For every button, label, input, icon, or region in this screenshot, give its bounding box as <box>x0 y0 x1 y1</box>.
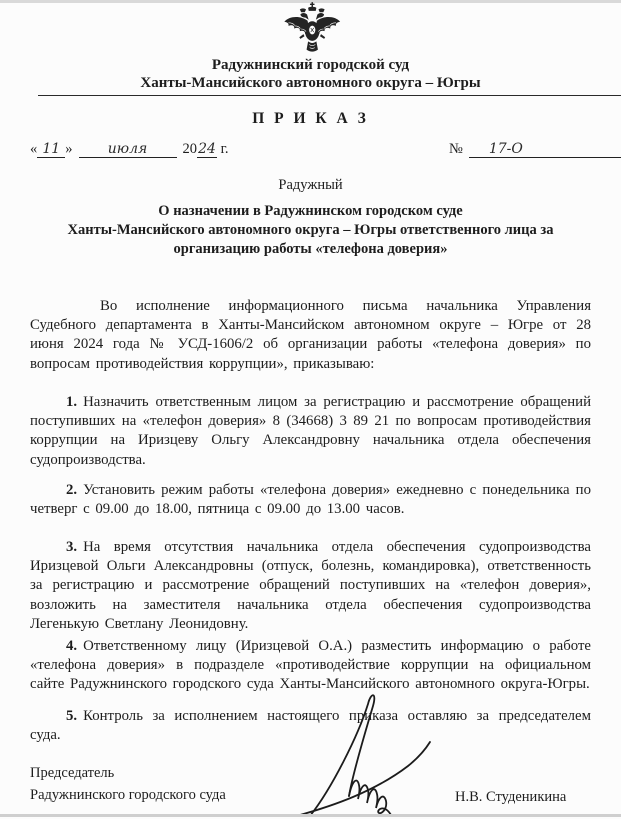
order-title-line3: организацию работы «телефона доверия» <box>173 241 448 257</box>
close-quote: » <box>65 141 73 157</box>
year-prefix: 20 <box>182 141 197 157</box>
item-number: 1. <box>66 394 78 410</box>
signer-position-line2: Радужнинского городского суда <box>30 787 226 803</box>
preamble-paragraph: Во исполнение информационного письма начальника Управления Судебного департамента в Ханты-Мансийском автономном округе – Югре от 28 июня 2024 года № УСД-1606/2 об организации работы «телефона доверия» по вопросам противодействия коррупции», приказываю: <box>30 298 591 372</box>
handwritten-month: июля <box>107 141 148 157</box>
item-text: Контроль за исполнением настоящего приказа оставляю за председателем суда. <box>30 708 591 744</box>
date-and-number-row <box>30 141 609 158</box>
year-suffix: г. <box>220 141 229 157</box>
court-name-line2: Ханты-Мансийского автономного округа – Югры <box>140 75 481 91</box>
coat-of-arms-icon <box>281 2 343 61</box>
signer-name: Н.В. Студеникина <box>455 789 567 805</box>
order-item-1 <box>30 393 591 470</box>
signer-position <box>30 762 226 806</box>
item-number: 4. <box>66 638 78 654</box>
date-field <box>30 141 229 158</box>
item-text: На время отсутствия начальника отдела обеспечения судопроизводства Иризцевой Ольги Александровны (отпуск, болезнь, командировка), ответственность за регистрацию и рассмотрение обращений поступивших на «телефон доверия», возложить на заместителя начальника отдела обеспечения судопроизводства Легенькую Светлану Леонидовну. <box>30 539 591 632</box>
court-name-line1: Радужнинский городской суд <box>211 57 410 73</box>
open-quote: « <box>30 141 38 157</box>
item-text: Установить режим работы «телефона доверия» ежедневно с понедельника по четверг с 09.00 до 18.00, пятница с 09.00 до 13.00 часов. <box>30 482 591 518</box>
order-title <box>0 202 621 259</box>
scan-edge-bottom <box>0 814 621 817</box>
handwritten-signature-icon <box>288 688 436 819</box>
handwritten-year: 24 <box>198 141 216 157</box>
order-number-field <box>449 141 609 158</box>
item-number: 3. <box>66 539 78 555</box>
order-title-line2: Ханты-Мансийского автономного округа – Югры ответственного лица за <box>67 222 554 238</box>
item-number: 2. <box>66 482 78 498</box>
handwritten-day: 11 <box>42 141 61 157</box>
order-item-2 <box>30 481 591 519</box>
header-divider <box>38 95 621 96</box>
order-item-4 <box>30 637 591 695</box>
handwritten-order-number: 17-О <box>488 141 523 157</box>
place-name: Радужный <box>278 177 343 193</box>
number-label: № <box>449 141 463 157</box>
item-text: Ответственному лицу (Иризцевой О.А.) разместить информацию о работе «телефона доверия» в подразделе «противодействие коррупции на официальном сайте Радужнинского городского суда Ханты-Мансийского автономного округа-Югры. <box>30 638 591 693</box>
order-title-line1: О назначении в Радужнинском городском суде <box>158 203 463 219</box>
item-number: 5. <box>66 708 78 724</box>
order-item-3 <box>30 538 591 634</box>
signer-position-line1: Председатель <box>30 765 115 781</box>
document-type-heading: П Р И К А З <box>252 110 369 127</box>
item-text: Назначить ответственным лицом за регистрацию и рассмотрение обращений поступивших на «телефон доверия» 8 (34668) 3 89 21 по вопросам противодействия коррупции на Иризцеву Ольгу Александровну начальника отдела обеспечения судопроизводства. <box>30 394 591 468</box>
